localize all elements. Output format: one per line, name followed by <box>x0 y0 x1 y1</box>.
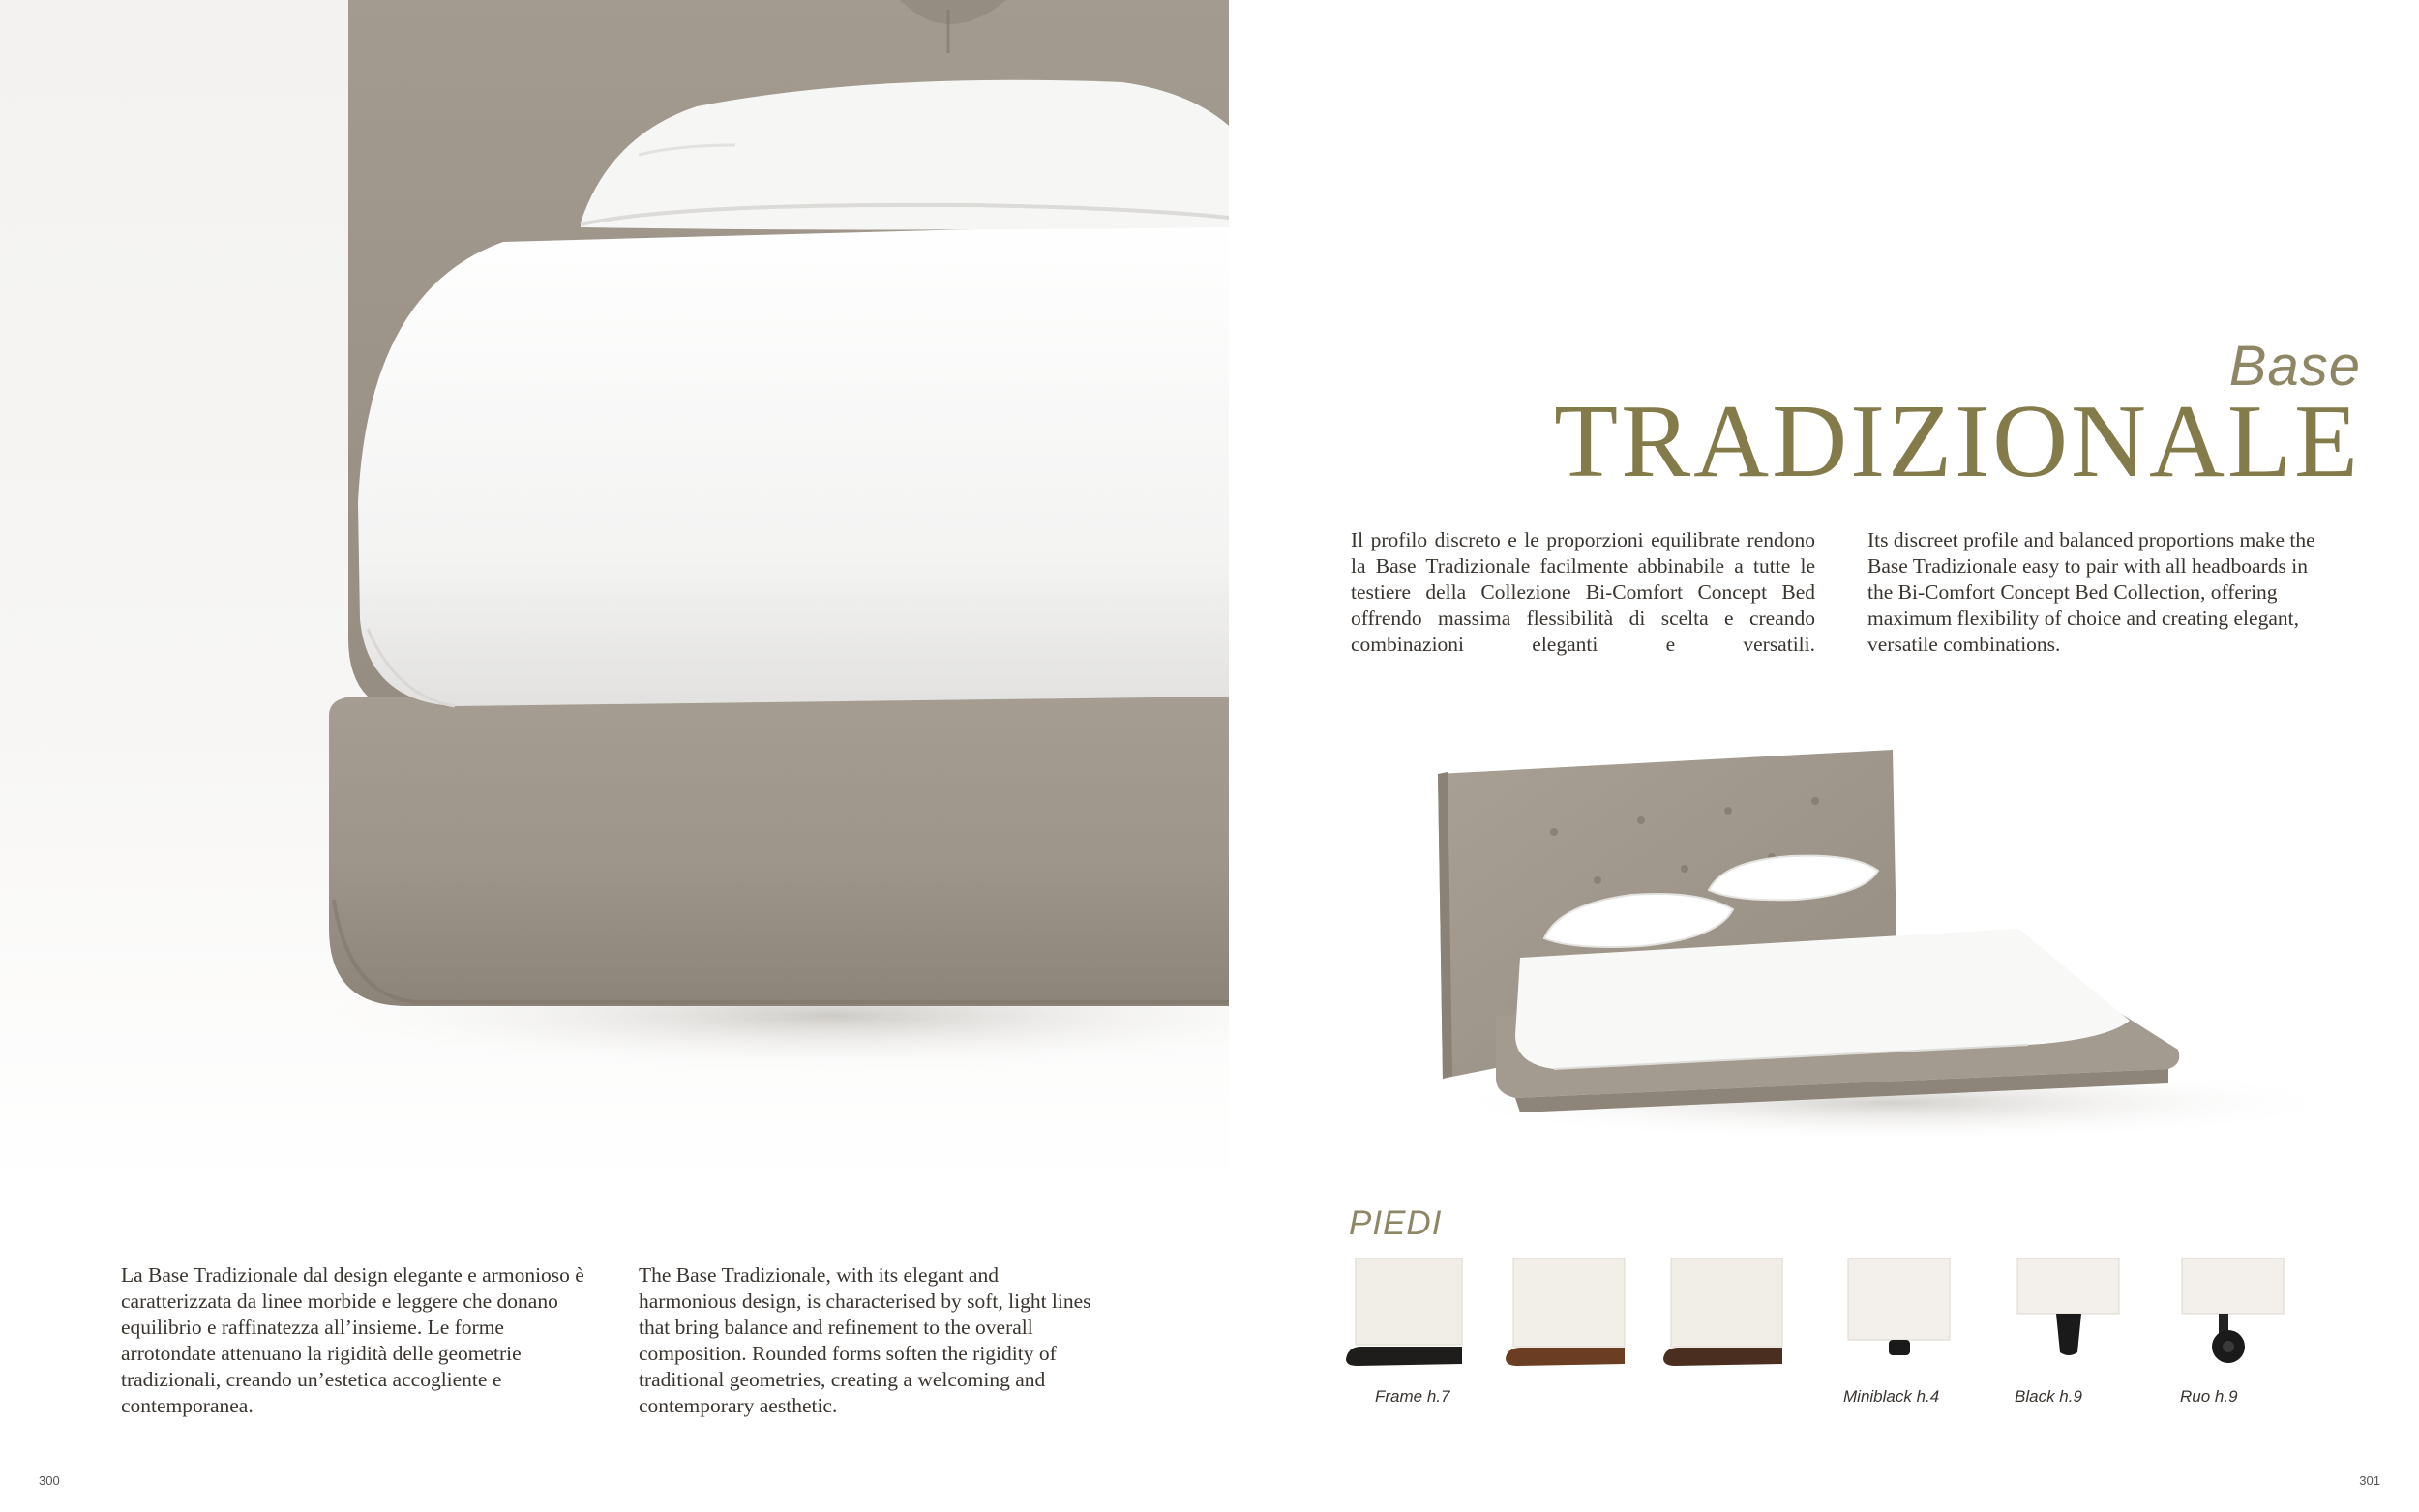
foot-label-ruo: Ruo h.9 <box>2180 1387 2238 1406</box>
foot-option-black[interactable] <box>2008 1258 2138 1374</box>
description-english: The Base Tradizionale, with its elegant and harmonious design, is characterised by soft, light lines that bring balance and refinement to the overall composition. Rounded forms soften the rigidity of traditional geometries, creating a welcoming and contemporary aesthetic. <box>639 1263 1091 1417</box>
black-foot-icon <box>2008 1258 2138 1374</box>
foot-option-frame-black[interactable] <box>1342 1258 1473 1374</box>
description-english-right: Its discreet profile and balanced proportions make the Base Tradizionale easy to pair with all headboards in the Bi-Comfort Concept Bed Collection, offering maximum flexibility of choice and creating elegant, versatile combinations. <box>1867 528 2315 656</box>
frame-black-base-icon <box>1342 1258 1473 1374</box>
foot-option-ruo[interactable] <box>2172 1258 2303 1374</box>
page-number-right: 301 <box>2359 1473 2380 1488</box>
feet-section-title: PIEDI <box>1349 1204 1443 1242</box>
foot-option-frame-dark-walnut[interactable] <box>1657 1258 1788 1374</box>
foot-option-frame-walnut[interactable] <box>1500 1258 1630 1374</box>
page-number-left: 300 <box>39 1473 60 1488</box>
page-title: TRADIZIONALE <box>1554 384 2361 499</box>
foot-option-miniblack[interactable] <box>1838 1258 1969 1374</box>
foot-label-frame: Frame h.7 <box>1375 1387 1450 1406</box>
title-script: Base <box>2228 335 2361 398</box>
foot-label-miniblack: Miniblack h.4 <box>1843 1387 1940 1406</box>
description-italian: La Base Tradizionale dal design elegante e armonioso è caratterizzata da linee morbide e leggere che donano equilibrio e raffinatezza all’insieme. Le forme arrotondate attenuano la rigidità delle geometrie tradizionali, creando un’estetica accogliente e contemporanea. <box>121 1263 584 1417</box>
frame-dark-walnut-base-icon <box>1657 1258 1788 1374</box>
description-italian-right: Il profilo discreto e le proporzioni equilibrate rendono la Base Tradizionale facilmente abbinabile a tutte le testiere della Collezione Bi-Comfort Concept Bed offrendo massima flessibilità di scelta e creando combinazioni eleganti e versatili. <box>1351 528 1815 656</box>
bed-product-photo <box>1351 697 2333 1238</box>
mini-black-foot-icon <box>1838 1258 1969 1374</box>
caster-wheel-icon <box>2172 1258 2303 1374</box>
frame-walnut-base-icon <box>1500 1258 1630 1374</box>
foot-label-black: Black h.9 <box>2015 1387 2082 1406</box>
hero-bed-photo <box>0 0 1229 1190</box>
